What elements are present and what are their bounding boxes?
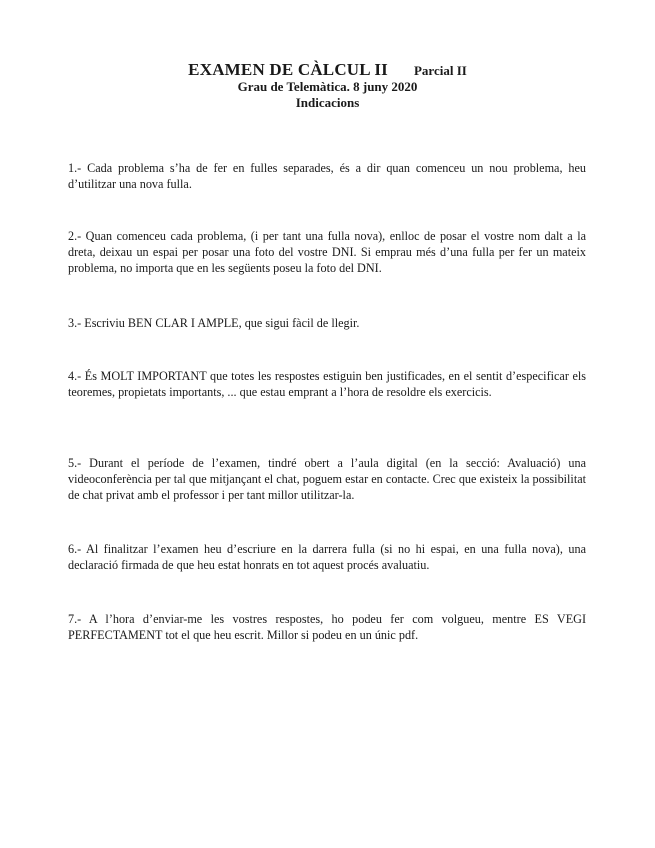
exam-part: Parcial II (413, 63, 467, 78)
instruction-7: 7.- A l’hora d’enviar-me les vostres respostes, ho podeu fer com volgueu, mentre ES VEGI PERFECTAMENT tot el que heu escrit. Millor si podeu en un únic pdf. (68, 612, 586, 643)
instruction-3: 3.- Escriviu BEN CLAR I AMPLE, que sigui fàcil de llegir. (68, 316, 360, 331)
title-line (0, 60, 655, 80)
instruction-2: 2.- Quan comenceu cada problema, (i per tant una fulla nova), enlloc de posar el vostre nom dalt a la dreta, deixau un espai per posar una foto del vostre DNI. Si emprau més d’una fulla per fer un mateix problema, no importa que en les següents poseu la foto del DNI. (68, 229, 586, 276)
instruction-4: 4.- És MOLT IMPORTANT que totes les respostes estiguin ben justificades, en el sentit d’especificar els teoremes, propietats importants, ... que estau emprant a l’hora de resoldre els exercicis. (68, 369, 586, 400)
instruction-5: 5.- Durant el període de l’examen, tindré obert a l’aula digital (en la secció: Avaluació) una videoconferència per tal que mitjançant el chat, poguem estar en contacte. Crec que existeix la possibilitat de chat privat amb el professor i per tant millor utilitzar-la. (68, 456, 586, 503)
exam-title: EXAMEN DE CÀLCUL II (188, 60, 388, 79)
instruction-6: 6.- Al finalitzar l’examen heu d’escriure en la darrera fulla (si no hi espai, en una fulla nova), una declaració firmada de que heu estat honrats en tot aquest procés avaluatiu. (68, 542, 586, 573)
instruction-1: 1.- Cada problema s’ha de fer en fulles separades, és a dir quan comenceu un nou problema, heu d’utilitzar una nova fulla. (68, 161, 586, 192)
section-heading: Indicacions (295, 95, 360, 110)
exam-subtitle: Grau de Telemàtica. 8 juny 2020 (237, 79, 418, 94)
